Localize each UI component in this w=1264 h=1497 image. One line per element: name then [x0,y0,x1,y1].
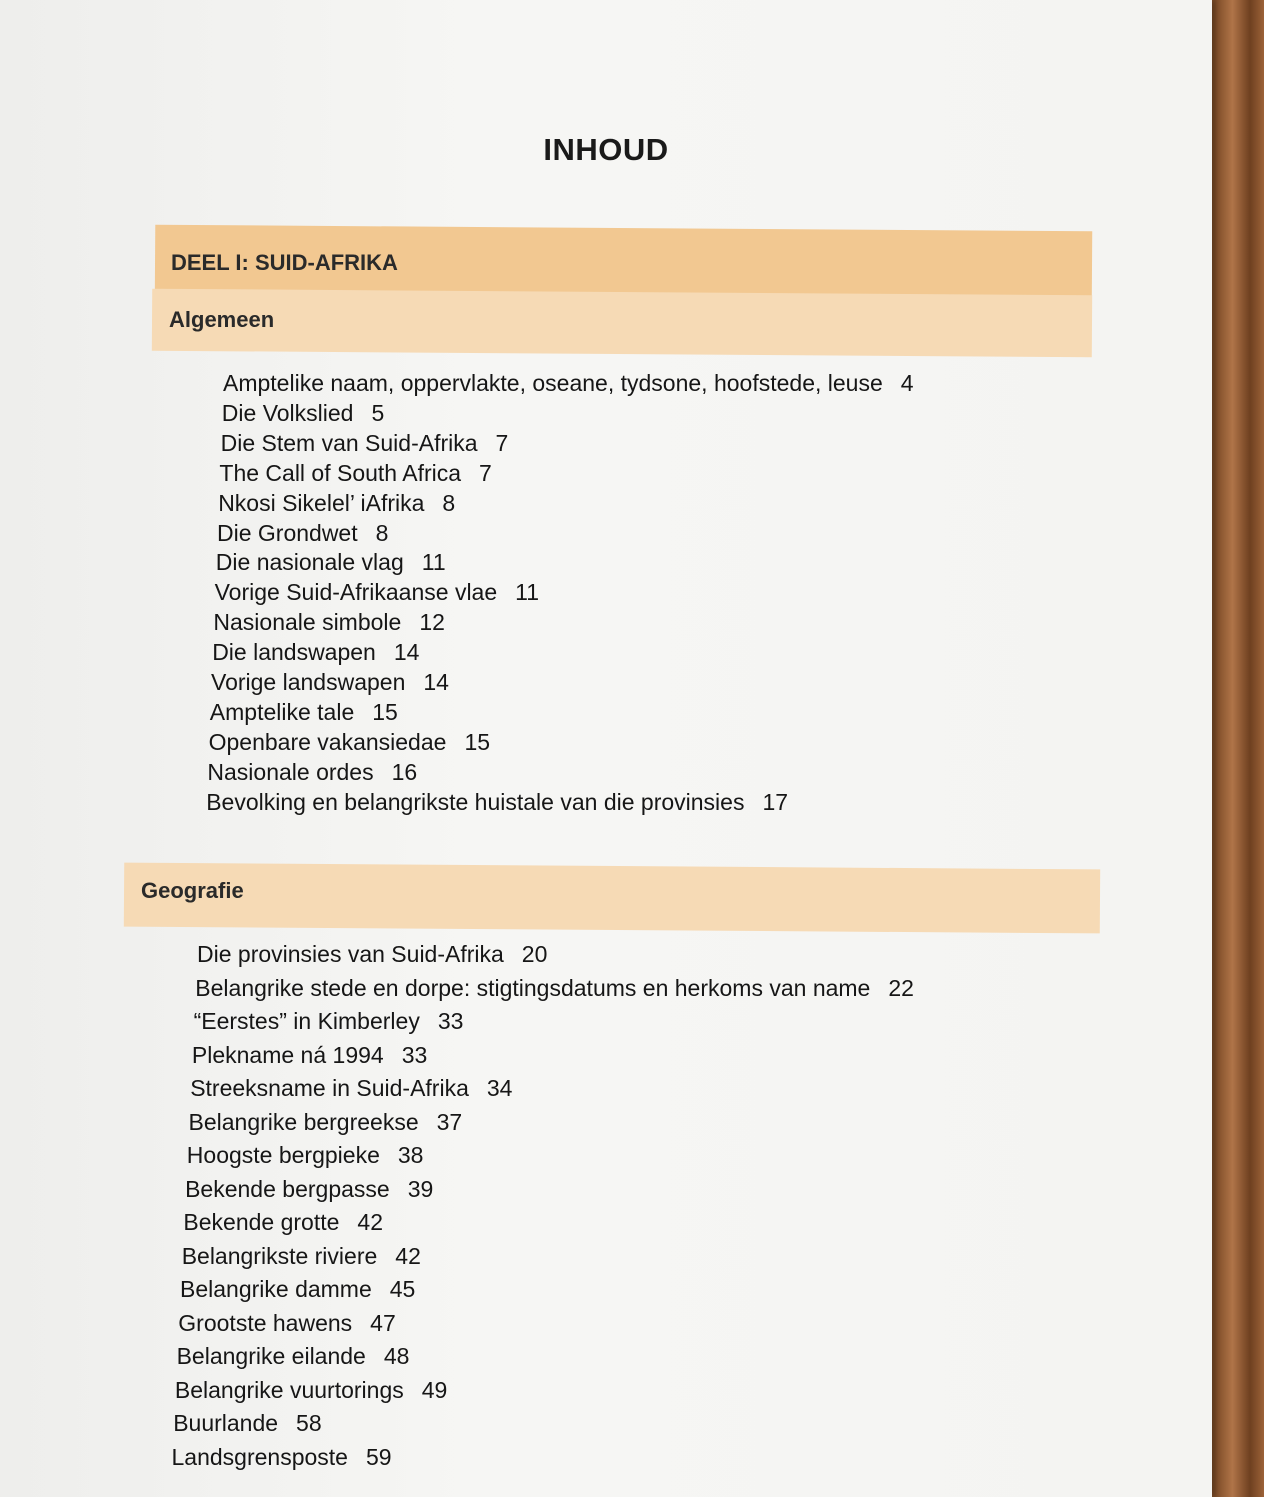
toc-entry-page-number: 16 [391,758,418,785]
toc-entry-page-number: 15 [372,698,398,725]
toc-entry [175,1377,447,1404]
toc-entry-page-number: 22 [888,974,914,1001]
toc-entry-title: Bekende bergpasse [185,1175,390,1202]
toc-entry [190,1075,512,1102]
toc-entry-page-number: 11 [515,579,540,606]
toc-entry [182,1243,421,1270]
toc-entry-title: Belangrike eilande [176,1343,366,1369]
section-label-algemeen: Algemeen [169,307,275,332]
toc-entry-page-number: 48 [383,1343,410,1369]
toc-entry-page-number: 59 [365,1443,392,1470]
toc-entry [223,370,914,397]
toc-entry-title: Amptelike tale [209,698,355,725]
toc-entry [177,1343,410,1370]
toc-entry [209,729,490,756]
toc-entry-title: Nasionale simbole [213,609,402,636]
toc-entry-page-number: 12 [419,609,445,636]
toc-entry-title: Die nasionale vlag [215,549,404,576]
toc-entry-page-number: 45 [389,1276,416,1302]
toc-entry-title: Bekende grotte [183,1209,340,1235]
toc-entry-title: Belangrike stede en dorpe: stigtingsdatums en herkoms van name [195,974,871,1001]
section-header-band-algemeen [152,289,1092,358]
toc-entry-title: The Call of South Africa [219,459,462,486]
toc-entry-title: “Eerstes” in Kimberley [193,1008,420,1034]
toc-entry-page-number: 8 [375,519,389,546]
toc-entry [222,400,384,427]
toc-entry-title: Die Stem van Suid-Afrika [220,429,478,456]
toc-entry [192,1042,427,1069]
toc-entry [212,639,419,666]
toc-entry [183,1209,383,1236]
toc-entry [217,520,388,547]
toc-entry-page-number: 5 [371,399,385,426]
toc-entry [216,549,446,576]
toc-entry [178,1310,395,1337]
toc-entry [219,460,491,487]
toc-entry-page-number: 58 [296,1410,322,1436]
toc-entry-page-number: 11 [421,549,446,576]
toc-entry [210,699,398,726]
toc-entry [211,669,449,696]
toc-entry-title: Nasionale ordes [207,758,374,785]
toc-entry-page-number: 14 [393,639,420,666]
toc-entry-page-number: 4 [900,370,914,396]
section-label-geografie: Geografie [141,878,244,903]
toc-entry-page-number: 7 [479,459,492,486]
toc-entry-page-number: 42 [395,1242,421,1269]
toc-entry-page-number: 7 [495,429,509,456]
toc-entry-page-number: 20 [521,941,548,967]
toc-entry [207,759,417,786]
toc-entry-title: Die Grondwet [217,519,358,546]
section-header-band-geografie [124,863,1100,934]
page-title: INHOUD [543,132,669,167]
toc-entry [185,1176,433,1203]
toc-entry [218,490,455,517]
toc-entry-title: Hoogste bergpieke [186,1142,380,1168]
toc-entry [173,1410,321,1437]
toc-entry-title: Amptelike naam, oppervlakte, oseane, tydsone, hoofstede, leuse [223,370,883,396]
toc-entry-title: Die Volkslied [221,399,354,426]
toc-entry-page-number: 15 [464,728,491,755]
toc-entry-title: Streeksname in Suid-Afrika [190,1075,469,1101]
toc-entry-page-number: 38 [397,1142,424,1168]
toc-entry-title: Buurlande [173,1410,279,1436]
toc-entry-title: Vorige landswapen [211,669,406,695]
toc-entry-title: Bevolking en belangrikste huistale van die provinsies [206,788,745,815]
toc-entry-page-number: 17 [762,788,789,815]
toc-entry-page-number: 33 [437,1008,464,1034]
toc-entry-title: Vorige Suid-Afrikaanse vlae [214,579,498,606]
toc-entry-page-number: 34 [486,1075,513,1101]
toc-entry [187,1142,424,1169]
toc-entry-title: Belangrike damme [180,1276,372,1302]
toc-entry-title: Die provinsies van Suid-Afrika [197,941,504,967]
toc-entry [172,1444,392,1471]
toc-entry-page-number: 8 [442,489,456,516]
toc-entry-title: Belangrike bergreekse [188,1108,419,1135]
toc-entry-title: Plekname ná 1994 [191,1041,384,1068]
toc-entry-page-number: 33 [401,1041,428,1068]
toc-entry-title: Belangrike vuurtorings [174,1376,404,1403]
toc-entry [194,1008,464,1035]
toc-entry-page-number: 37 [436,1108,463,1135]
toc-entry [206,789,788,816]
toc-entry [197,941,547,968]
toc-entry-page-number: 42 [357,1209,383,1235]
toc-entry-page-number: 39 [407,1175,434,1202]
toc-entry [195,975,914,1002]
toc-entry-title: Grootste hawens [178,1309,353,1336]
toc-entry-page-number: 47 [370,1309,396,1336]
part-label: DEEL I: SUID-AFRIKA [171,250,398,275]
toc-entry [213,609,445,636]
toc-entry [180,1276,415,1303]
toc-entry-page-number: 49 [421,1376,448,1403]
toc-entry [215,579,539,606]
toc-entry [189,1109,463,1136]
toc-entry-title: Belangrikste riviere [181,1242,378,1269]
toc-entry-page-number: 14 [423,669,449,695]
toc-entry-title: Die landswapen [212,639,376,666]
toc-entry-title: Openbare vakansiedae [208,728,447,755]
toc-entry [221,430,509,457]
toc-entry-title: Nkosi Sikelel’ iAfrika [218,489,425,516]
toc-entry-title: Landsgrensposte [171,1443,348,1470]
